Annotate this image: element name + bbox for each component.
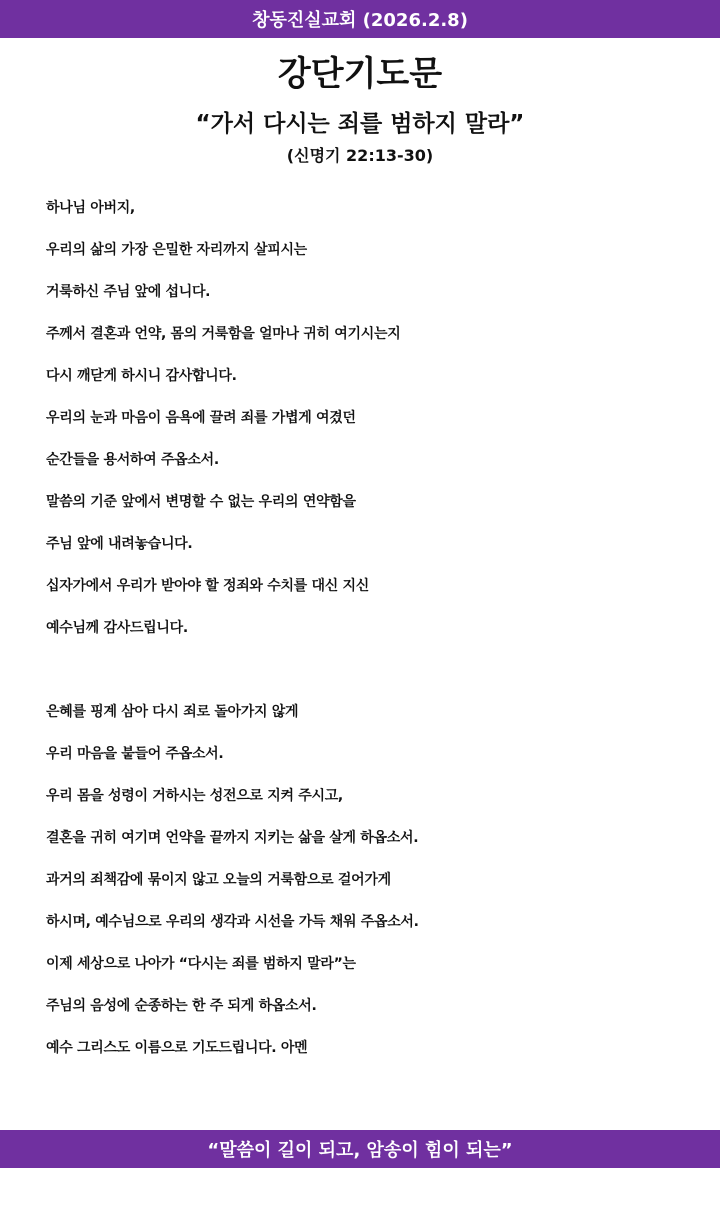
prayer-line: 우리의 눈과 마음이 음욕에 끌려 죄를 가볍게 여겼던 xyxy=(46,410,356,426)
prayer-line: 하시며, 예수님으로 우리의 생각과 시선을 가득 채워 주옵소서. xyxy=(46,914,419,930)
scripture-reference: (신명기 22:13-30) xyxy=(286,146,434,165)
prayer-body xyxy=(46,187,718,1069)
page-title: 강단기도문 xyxy=(277,54,443,94)
prayer-line: 주님의 음성에 순종하는 한 주 되게 하옵소서. xyxy=(46,998,317,1014)
stanza-divider xyxy=(46,649,718,691)
prayer-line: 예수님께 감사드립니다. xyxy=(46,620,188,636)
footer-motto: “말씀이 길이 되고, 암송이 힘이 되는” xyxy=(207,1140,513,1161)
prayer-subtitle: “가서 다시는 죄를 범하지 말라” xyxy=(195,111,525,137)
prayer-line: 십자가에서 우리가 받아야 할 정죄와 수치를 대신 지신 xyxy=(46,578,369,594)
prayer-line: 과거의 죄책감에 묶이지 않고 오늘의 거룩함으로 걸어가게 xyxy=(46,872,391,888)
prayer-line: 이제 세상으로 나아가 “다시는 죄를 범하지 말라”는 xyxy=(46,956,356,972)
prayer-line: 말씀의 기준 앞에서 변명할 수 없는 우리의 연약함을 xyxy=(46,494,356,510)
prayer-line: 하나님 아버지, xyxy=(46,200,135,216)
prayer-line: 순간들을 용서하여 주옵소서. xyxy=(46,452,219,468)
prayer-line: 은혜를 핑계 삼아 다시 죄로 돌아가지 않게 xyxy=(46,704,299,720)
footer-banner xyxy=(0,1130,720,1168)
header-banner xyxy=(0,0,720,38)
prayer-line: 우리의 삶의 가장 은밀한 자리까지 살피시는 xyxy=(46,242,307,258)
prayer-line: 거룩하신 주님 앞에 섭니다. xyxy=(46,284,211,300)
prayer-line: 우리 마음을 붙들어 주옵소서. xyxy=(46,746,224,762)
prayer-line: 주님 앞에 내려놓습니다. xyxy=(46,536,193,552)
prayer-line: 우리 몸을 성령이 거하시는 성전으로 지켜 주시고, xyxy=(46,788,343,804)
prayer-line: 예수 그리스도 이름으로 기도드립니다. 아멘 xyxy=(46,1040,308,1056)
prayer-line: 다시 깨닫게 하시니 감사합니다. xyxy=(46,368,237,384)
prayer-line: 결혼을 귀히 여기며 언약을 끝까지 지키는 삶을 살게 하옵소서. xyxy=(46,830,419,846)
prayer-line: 주께서 결혼과 언약, 몸의 거룩함을 얼마나 귀히 여기시는지 xyxy=(46,326,401,342)
church-name-date: 창동진실교회 (2026.2.8) xyxy=(252,10,468,31)
